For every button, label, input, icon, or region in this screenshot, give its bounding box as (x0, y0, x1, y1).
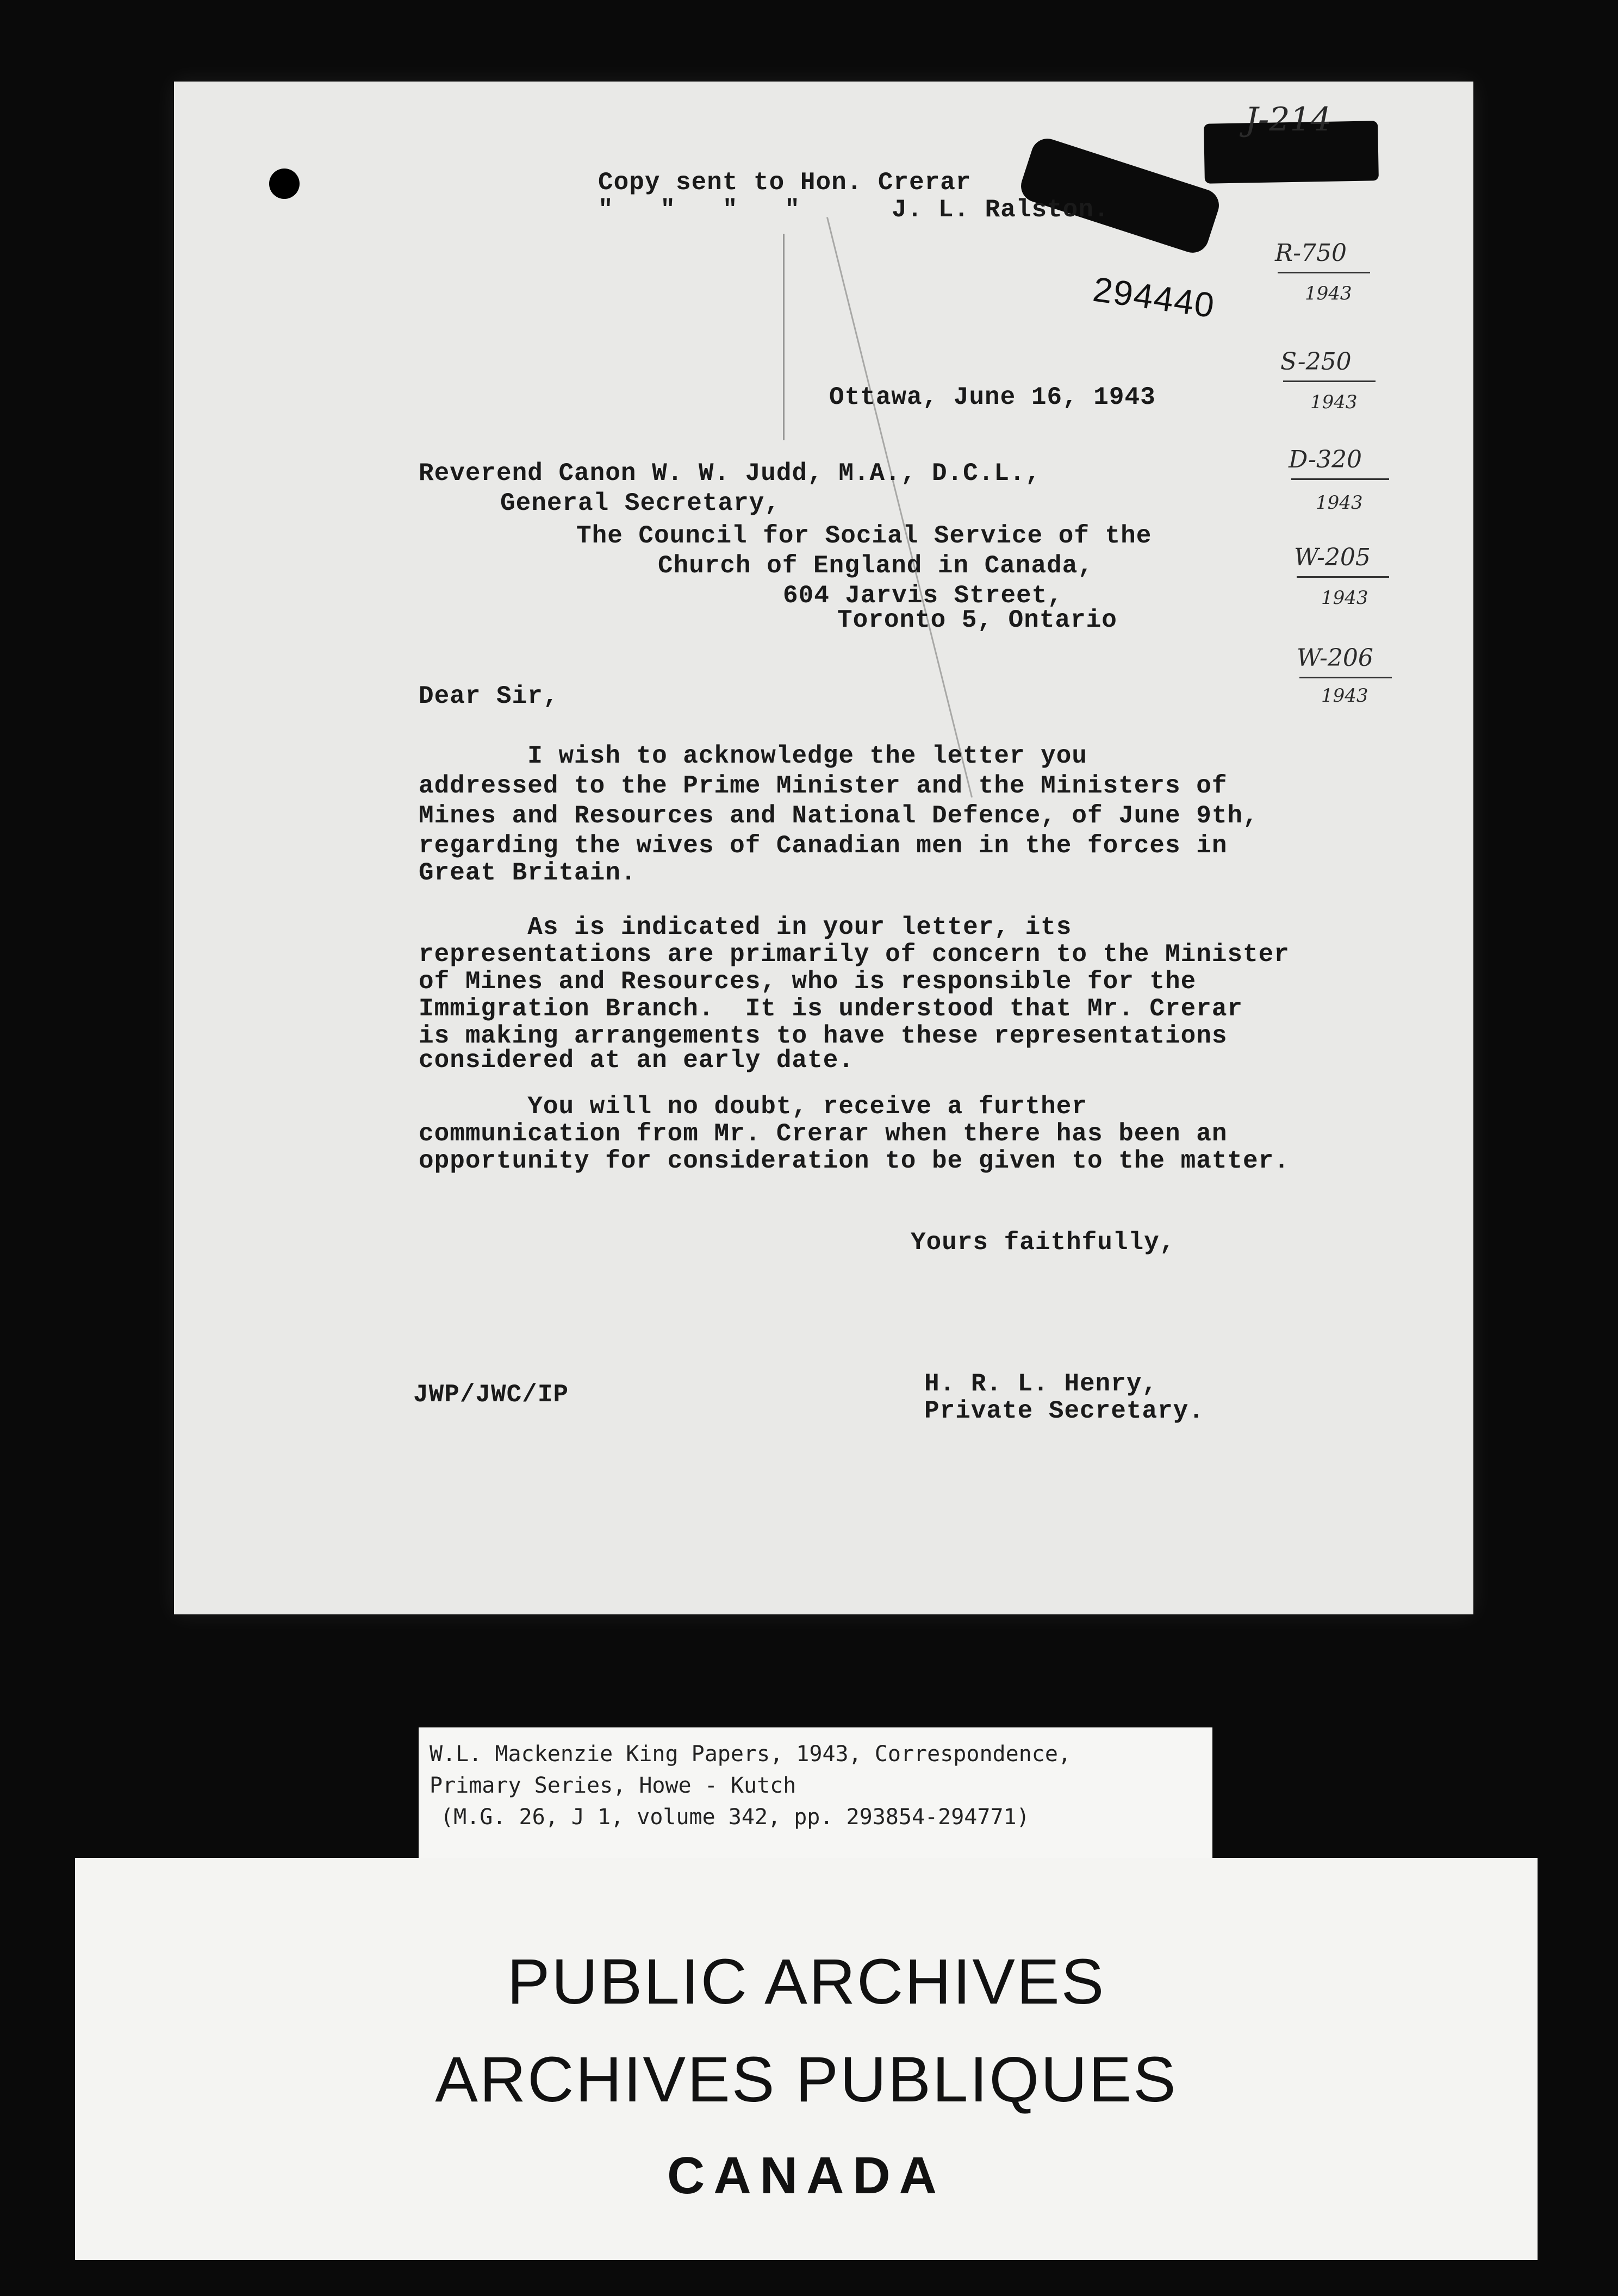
fold-crease (783, 234, 785, 440)
margin-note-year: 1943 (1321, 685, 1368, 707)
body-line: is making arrangements to have these representations (419, 1022, 1228, 1050)
punch-hole (269, 169, 300, 199)
address-line: Reverend Canon W. W. Judd, M.A., D.C.L., (419, 459, 1041, 488)
margin-note-rule (1299, 677, 1392, 678)
margin-note-code: D-320 (1289, 446, 1362, 473)
margin-note-code: W-206 (1297, 644, 1373, 672)
banner-country: CANADA (667, 2147, 945, 2205)
address-line: General Secretary, (500, 489, 780, 517)
reference-number: 294440 (1091, 269, 1218, 326)
signature-name: H. R. L. Henry, (924, 1370, 1158, 1398)
copy-sent-line-2: J. L. Ralston. (892, 196, 1110, 224)
handwritten-top-mark: J-214 (1245, 101, 1331, 139)
body-line: considered at an early date. (419, 1046, 854, 1075)
banner-title-english: PUBLIC ARCHIVES (507, 1946, 1106, 2018)
body-line: representations are primarily of concern to the Minister (419, 940, 1290, 969)
margin-note-code: R-750 (1275, 239, 1347, 267)
citation-label (419, 1727, 1212, 1858)
margin-note-year: 1943 (1310, 391, 1358, 413)
citation-line: (M.G. 26, J 1, volume 342, pp. 293854-294771) (440, 1805, 1030, 1830)
copy-ditto-marks: " " " " (598, 196, 800, 224)
salutation: Dear Sir, (419, 682, 559, 710)
body-line: Immigration Branch. It is understood that Mr. Crerar (419, 995, 1243, 1023)
address-line: The Council for Social Service of the (576, 522, 1152, 550)
citation-line: Primary Series, Howe - Kutch (430, 1773, 796, 1798)
signature-title: Private Secretary. (924, 1397, 1204, 1425)
address-line: Toronto 5, Ontario (837, 606, 1117, 634)
margin-note-rule (1278, 272, 1370, 273)
body-line: regarding the wives of Canadian men in the forces in (419, 832, 1228, 860)
margin-note-year: 1943 (1316, 492, 1363, 514)
margin-note-code: W-205 (1294, 544, 1371, 571)
body-line: You will no doubt, receive a further (419, 1093, 1087, 1121)
archives-banner (75, 1858, 1538, 2260)
margin-note-rule (1283, 380, 1376, 382)
closing: Yours faithfully, (911, 1228, 1175, 1257)
margin-note-code: S-250 (1280, 348, 1352, 376)
margin-note-year: 1943 (1321, 587, 1368, 609)
banner-title-french: ARCHIVES PUBLIQUES (435, 2044, 1178, 2116)
body-line: I wish to acknowledge the letter you (419, 742, 1087, 770)
body-line: As is indicated in your letter, its (419, 913, 1072, 941)
address-line: Church of England in Canada, (658, 552, 1093, 580)
citation-line: W.L. Mackenzie King Papers, 1943, Correspondence, (430, 1742, 1072, 1767)
margin-note-rule (1291, 478, 1389, 480)
body-line: opportunity for consideration to be given to the matter. (419, 1147, 1290, 1175)
body-line: Mines and Resources and National Defence, of June 9th, (419, 802, 1259, 830)
letter-date: Ottawa, June 16, 1943 (829, 383, 1156, 411)
body-line: Great Britain. (419, 859, 637, 887)
body-line: of Mines and Resources, who is responsible for the (419, 968, 1197, 996)
margin-note-rule (1297, 576, 1389, 578)
body-line: communication from Mr. Crerar when there has been an (419, 1120, 1228, 1148)
copy-sent-line: Copy sent to Hon. Crerar (598, 169, 972, 197)
margin-note-year: 1943 (1305, 283, 1352, 304)
address-line: 604 Jarvis Street, (783, 582, 1063, 610)
body-line: addressed to the Prime Minister and the Ministers of (419, 772, 1228, 800)
reference-initials: JWP/JWC/IP (413, 1381, 569, 1409)
